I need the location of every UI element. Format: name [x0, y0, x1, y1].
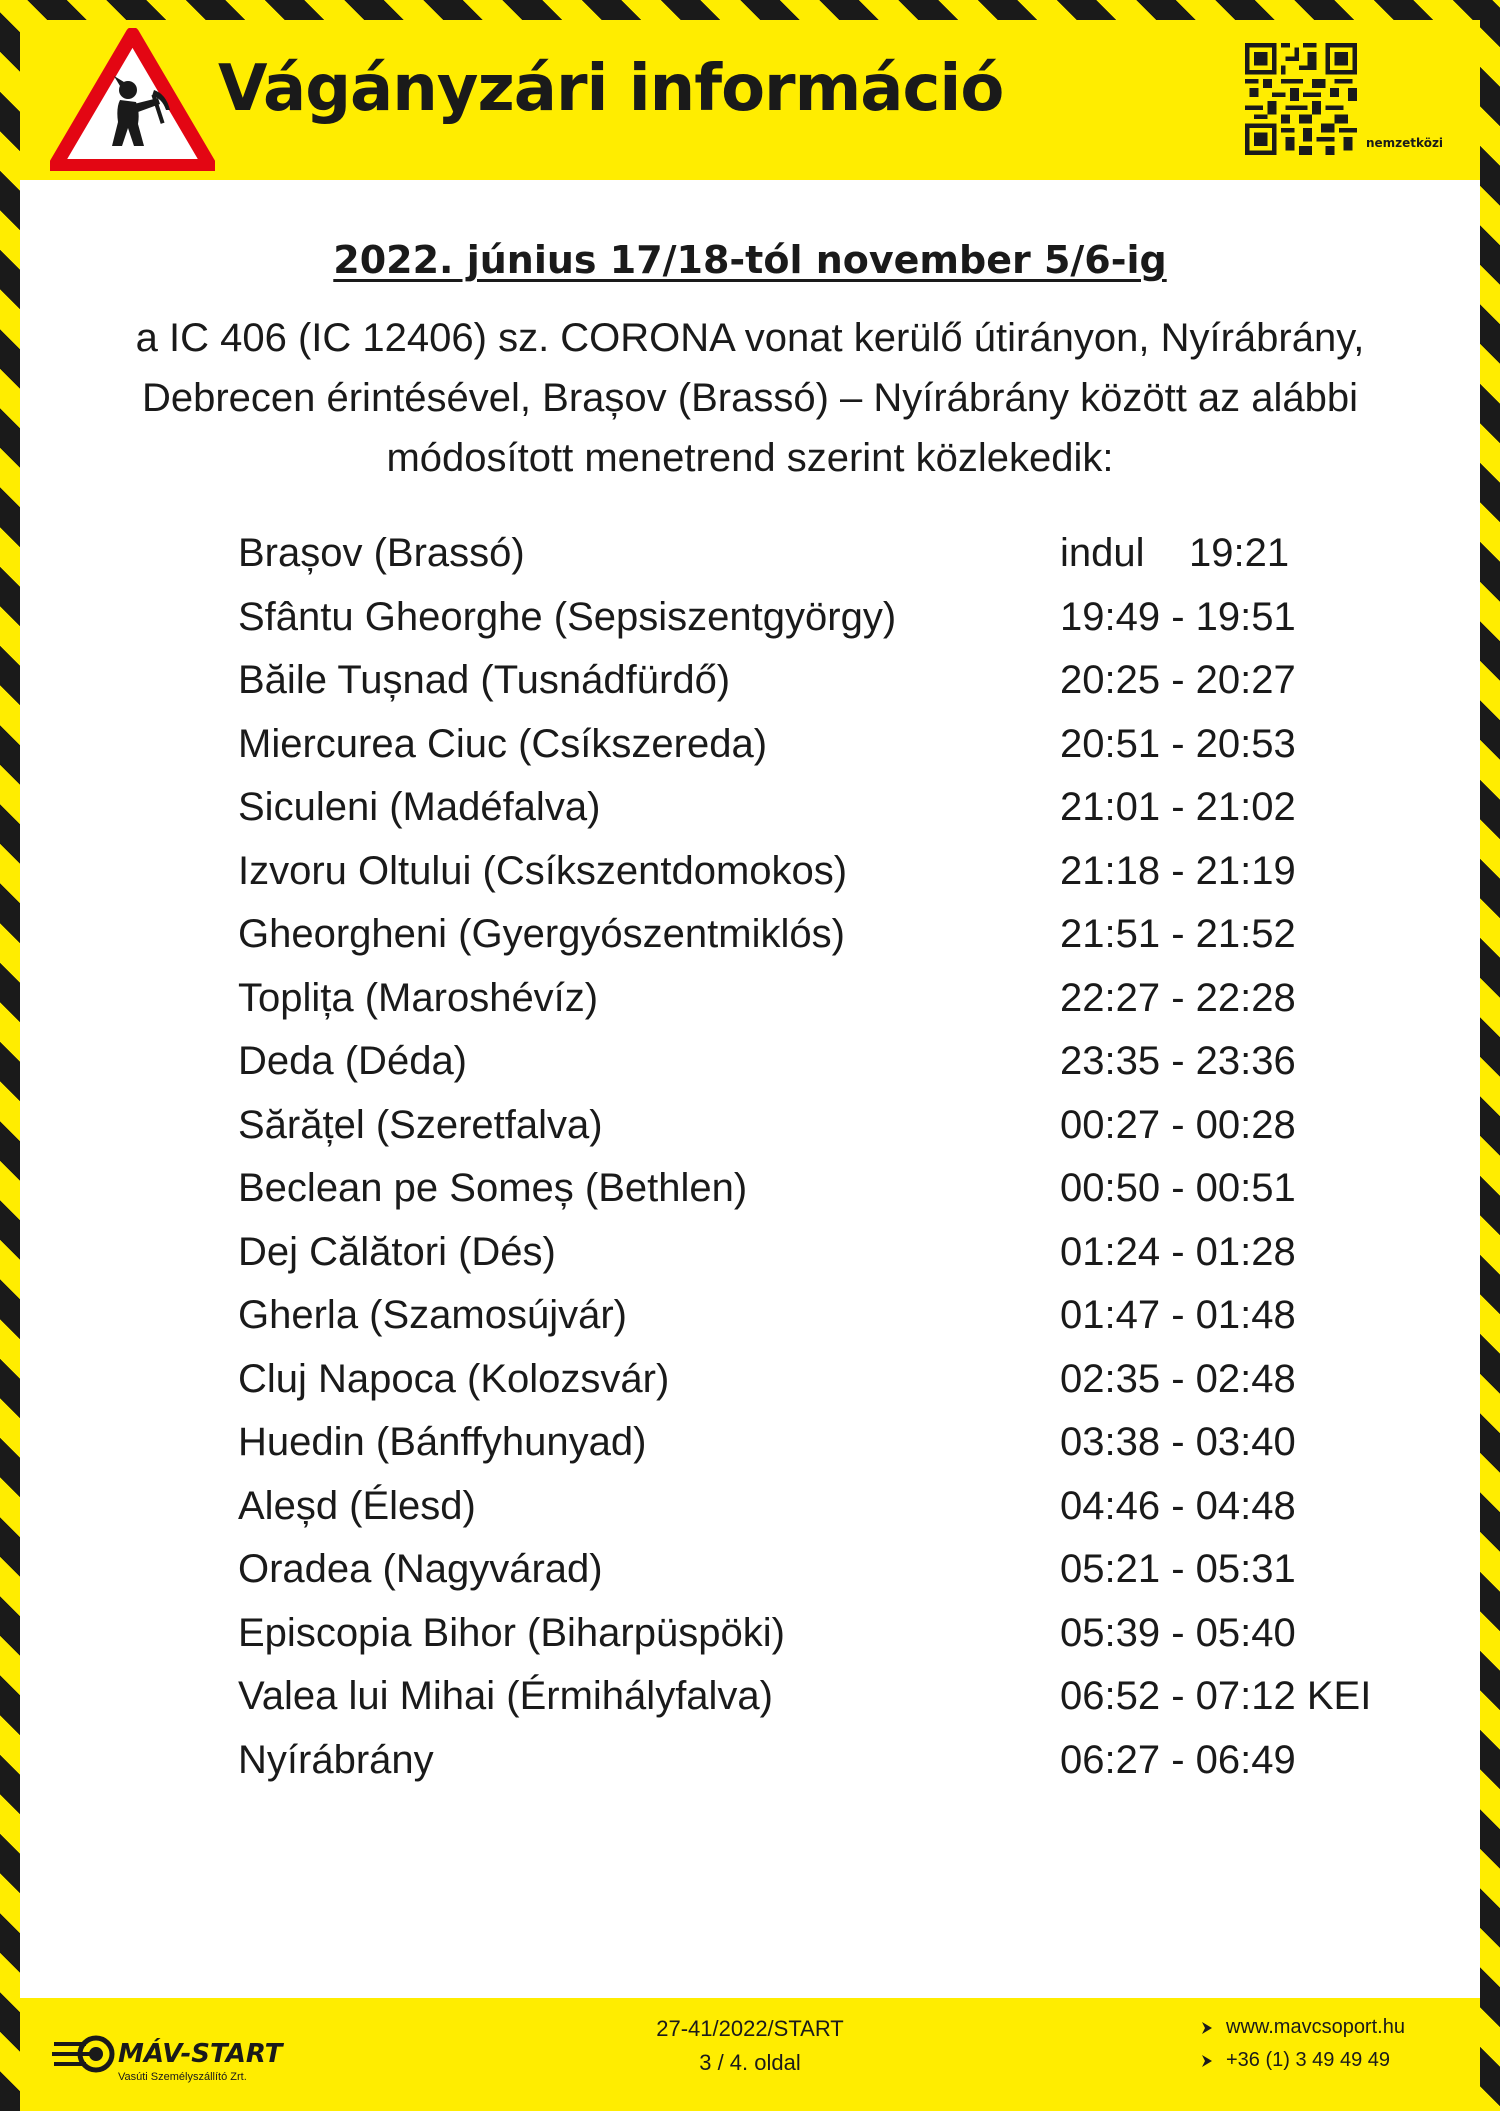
station-times: 06:52 - 07:12 KEI	[1060, 1674, 1372, 1718]
station-name: Gheorgheni (Gyergyószentmiklós)	[238, 912, 845, 956]
timetable-row	[238, 849, 1388, 913]
station-name: Brașov (Brassó)	[238, 531, 525, 575]
timetable	[238, 531, 1388, 1801]
timetable-row	[238, 1738, 1388, 1802]
station-name: Valea lui Mihai (Érmihályfalva)	[238, 1674, 773, 1718]
station-times: indul 19:21	[1060, 531, 1290, 575]
intro-line: Debrecen érintésével, Brașov (Brassó) – Nyírábrány között az alábbi	[141, 376, 1359, 420]
station-times: 05:39 - 05:40	[1060, 1610, 1296, 1655]
intro-text	[90, 308, 1410, 488]
station-times: 02:35 - 02:48	[1060, 1356, 1296, 1401]
station-times: 22:27 - 22:28	[1060, 975, 1296, 1020]
timetable-row	[238, 976, 1388, 1040]
station-name: Sărățel (Szeretfalva)	[238, 1102, 603, 1147]
logo-subtext: Vasúti Személyszállító Zrt.	[118, 2071, 247, 2083]
station-times: 01:47 - 01:48	[1060, 1293, 1296, 1337]
station-times: 20:51 - 20:53	[1060, 721, 1296, 766]
phone-number[interactable]: +36 (1) 3 49 49 49	[1226, 2049, 1391, 2071]
station-times: 20:25 - 20:27	[1060, 658, 1296, 702]
website-contact	[1200, 2016, 1405, 2039]
mav-start-logo	[50, 2030, 290, 2090]
station-name: Huedin (Bánffyhunyad)	[238, 1420, 647, 1464]
station-name: Izvoru Oltului (Csíkszentdomokos)	[238, 848, 848, 893]
qr-label: nemzetközi	[1366, 136, 1444, 150]
station-name: Băile Tușnad (Tusnádfürdő)	[238, 658, 731, 702]
timetable-row	[238, 1547, 1388, 1611]
page-title: Vágányzári információ	[218, 52, 1004, 126]
station-times: 06:27 - 06:49	[1060, 1737, 1296, 1782]
station-times: 01:24 - 01:28	[1060, 1229, 1296, 1274]
arrow-right-icon	[1200, 2021, 1214, 2035]
date-range: 2022. június 17/18-tól november 5/6-ig	[333, 238, 1167, 282]
timetable-row	[238, 658, 1388, 722]
website-link[interactable]: www.mavcsoport.hu	[1226, 2016, 1405, 2038]
timetable-row	[238, 595, 1388, 659]
intro-line: a IC 406 (IC 12406) sz. CORONA vonat kerülő útirányon, Nyírábrány,	[135, 316, 1365, 360]
station-name: Cluj Napoca (Kolozsvár)	[238, 1356, 670, 1401]
timetable-row	[238, 1420, 1388, 1484]
page-number: 3 / 4. oldal	[699, 2050, 801, 2075]
timetable-row	[238, 1166, 1388, 1230]
station-name: Beclean pe Someș (Bethlen)	[238, 1166, 748, 1210]
timetable-row	[238, 722, 1388, 786]
timetable-row	[238, 912, 1388, 976]
logo-text: MÁV-START	[118, 2039, 283, 2069]
station-times: 21:01 - 21:02	[1060, 785, 1296, 829]
station-name: Miercurea Ciuc (Csíkszereda)	[238, 721, 768, 766]
timetable-row	[238, 1039, 1388, 1103]
timetable-row	[238, 785, 1388, 849]
station-name: Oradea (Nagyvárad)	[238, 1547, 603, 1591]
station-times: 00:27 - 00:28	[1060, 1102, 1296, 1147]
station-times: 19:49 - 19:51	[1060, 594, 1296, 639]
station-name: Nyírábrány	[238, 1737, 434, 1782]
station-name: Dej Călători (Dés)	[238, 1229, 556, 1274]
timetable-row	[238, 1103, 1388, 1167]
timetable-row	[238, 1611, 1388, 1675]
timetable-row	[238, 531, 1388, 595]
station-times: 03:38 - 03:40	[1060, 1420, 1296, 1464]
station-times: 21:18 - 21:19	[1060, 848, 1296, 893]
station-name: Episcopia Bihor (Biharpüspöki)	[238, 1610, 785, 1655]
station-times: 05:21 - 05:31	[1060, 1547, 1296, 1591]
timetable-row	[238, 1230, 1388, 1294]
timetable-row	[238, 1357, 1388, 1421]
station-name: Gherla (Szamosújvár)	[238, 1293, 628, 1337]
document-number: 27-41/2022/START	[656, 2016, 844, 2041]
station-name: Sfântu Gheorghe (Sepsiszentgyörgy)	[238, 594, 897, 639]
station-name: Aleșd (Élesd)	[238, 1483, 476, 1528]
station-name: Deda (Déda)	[238, 1039, 468, 1083]
intro-line: módosított menetrend szerint közlekedik:	[386, 436, 1114, 480]
timetable-row	[238, 1674, 1388, 1738]
station-times: 23:35 - 23:36	[1060, 1039, 1296, 1083]
timetable-row	[238, 1293, 1388, 1357]
station-times: 00:50 - 00:51	[1060, 1166, 1296, 1210]
road-works-warning-icon	[50, 28, 215, 171]
station-name: Toplița (Maroshévíz)	[238, 975, 599, 1020]
station-times: 21:51 - 21:52	[1060, 912, 1296, 956]
arrow-right-icon	[1200, 2054, 1214, 2068]
qr-code-icon	[1245, 43, 1357, 155]
station-name: Siculeni (Madéfalva)	[238, 785, 601, 829]
phone-contact	[1200, 2049, 1390, 2072]
station-times: 04:46 - 04:48	[1060, 1483, 1296, 1528]
timetable-row	[238, 1484, 1388, 1548]
